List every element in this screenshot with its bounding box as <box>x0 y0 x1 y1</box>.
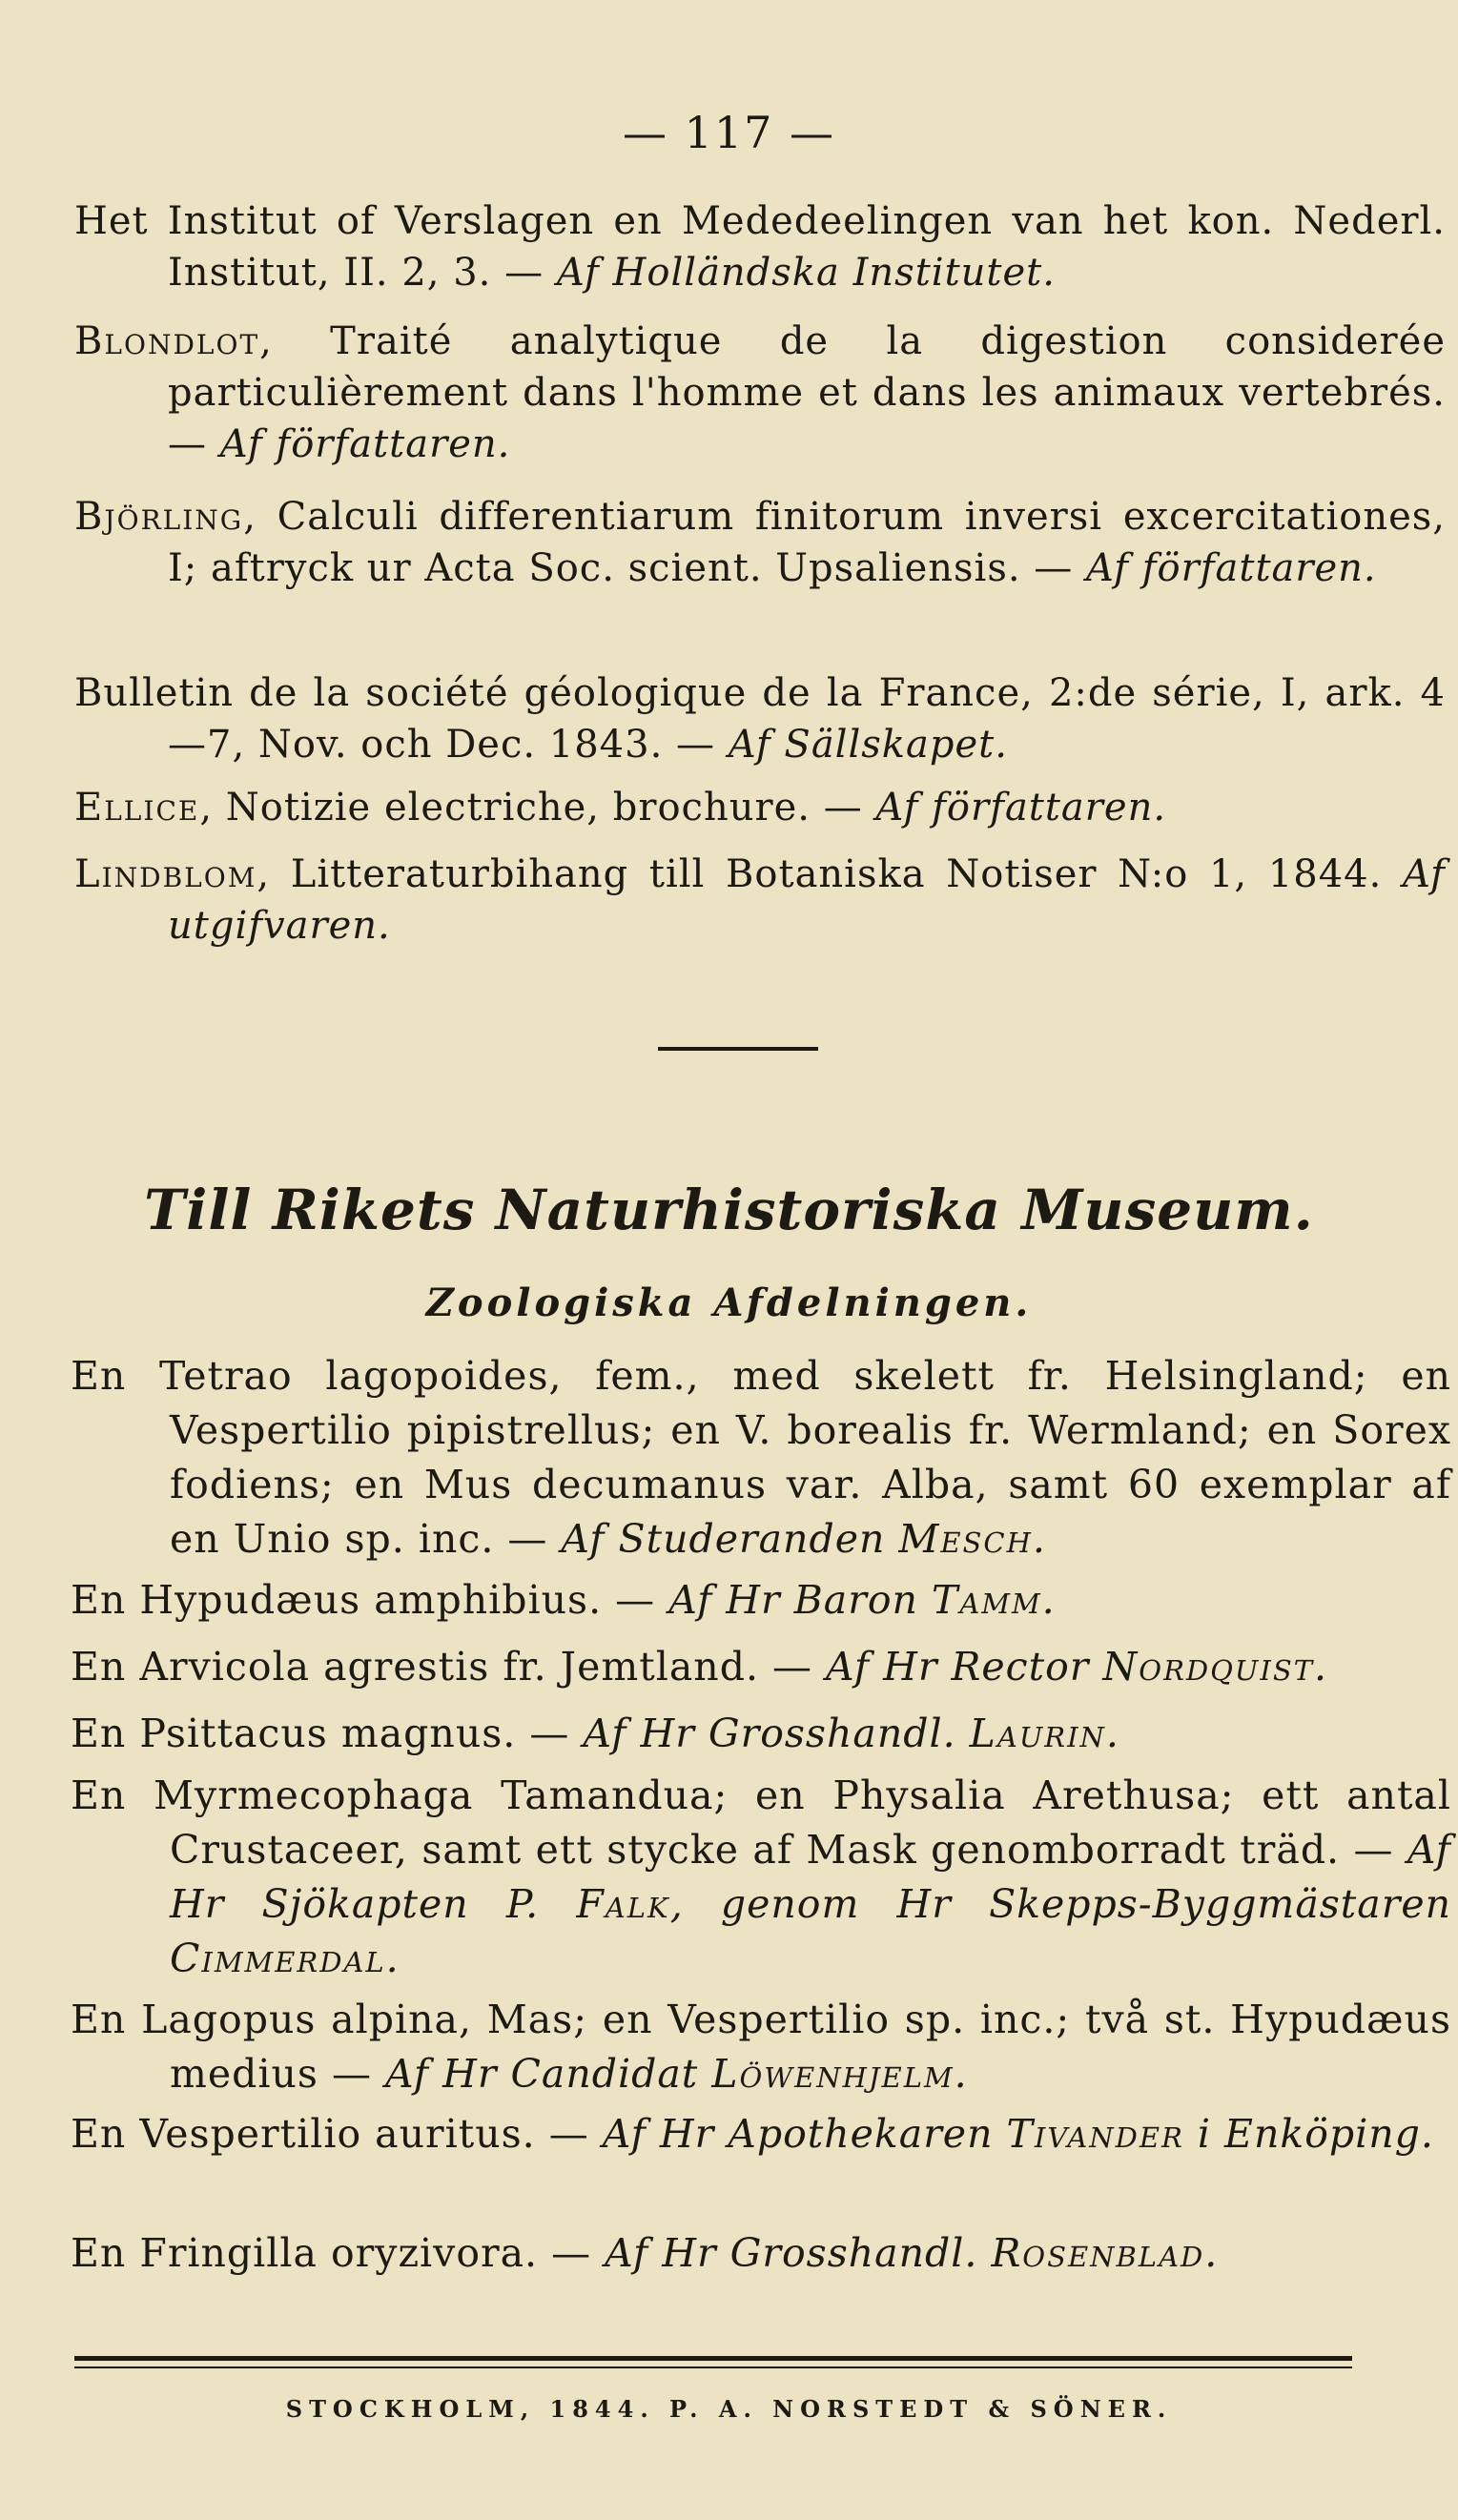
entry-text: En Tetrao lagopoides, fem., med skelett fr. Helsingland; en Vespertilio pipistrellus; en V. borealis fr. Wermland; en Sorex fodiens; en Mus decumanus var. Alba, samt 60 exemplar af en Unio sp. inc. — <box>71 1353 1451 1562</box>
entry-donor: Af Holländska Institutet. <box>556 251 1056 295</box>
section-heading: Till Rikets Naturhistoriska Museum. <box>144 1178 1314 1242</box>
entry-text: En Myrmecophaga Tamandua; en Physalia Arethusa; ett antal Crustaceer, samt ett stycke af Mask genomborradt träd. — <box>71 1772 1451 1873</box>
entry-text: , Calculi differentiarum finitorum inversi excercitationes, I; aftryck ur Acta Soc. scient. Upsaliensis. — <box>168 495 1446 590</box>
entry-donor: Af Sällskapet. <box>728 723 1008 767</box>
entry-text: En Hypudæus amphibius. — <box>71 1577 669 1623</box>
entry-text: En Fringilla oryzivora. — <box>71 2230 606 2276</box>
entry-text: En Arvicola agrestis fr. Jemtland. — <box>71 1644 827 1690</box>
entry-text: En Lagopus alpina, Mas; en Vespertilio sp. inc.; två st. Hypudæus medius — <box>71 1997 1451 2097</box>
entry-donor: Af författaren. <box>1086 546 1377 590</box>
entry-donor: Af Hr Grosshandl. <box>583 1711 970 1756</box>
entry-donor: Af Hr Apothekaren <box>602 2111 1007 2157</box>
entry-6 <box>74 849 1446 952</box>
entry-text: En Vespertilio auritus. — <box>71 2111 603 2157</box>
entry-donor: Af utgifvaren. <box>168 852 1446 948</box>
museum-entry-2 <box>71 1573 1451 1628</box>
entry-donor-name: Nordquist. <box>1102 1644 1329 1690</box>
entry-2 <box>74 316 1446 470</box>
entry-donor-name: Löwenhjelm. <box>711 2051 969 2097</box>
entry-donor: Af Hr Grosshandl. <box>605 2230 992 2276</box>
entry-donor: Af Hr Rector <box>826 1644 1103 1690</box>
entry-donor: Af författaren. <box>875 786 1167 830</box>
section-divider <box>658 1047 818 1051</box>
entry-donor: Af Studeranden <box>561 1516 899 1562</box>
entry-author: Blondlot <box>74 319 260 363</box>
entry-5 <box>74 782 1446 833</box>
museum-entry-6 <box>71 1993 1451 2101</box>
entry-donor-name: Mesch. <box>898 1516 1047 1562</box>
entry-text: , Traité analytique de la digestion considerée particulièrement dans l'homme et dans les animaux vertebrés. — <box>168 319 1446 466</box>
entry-donor-place: i Enköping. <box>1183 2111 1434 2157</box>
entry-text: , Litteraturbihang till Botaniska Notiser N:o 1, 1844. <box>257 852 1403 896</box>
entry-text: Bulletin de la société géologique de la France, 2:de série, I, ark. 4—7, Nov. och Dec. 1843. — <box>74 671 1446 767</box>
entry-4 <box>74 667 1446 770</box>
entry-author: Lindblom <box>74 852 257 896</box>
entry-3 <box>74 491 1446 594</box>
entry-text: En Psittacus magnus. — <box>71 1711 584 1756</box>
entry-donor: Af Hr Candidat <box>385 2051 712 2097</box>
printer-imprint: STOCKHOLM, 1844. P. A. NORSTEDT & SÖNER. <box>285 2395 1173 2423</box>
museum-entry-7 <box>71 2107 1451 2161</box>
entry-text: , Notizie electriche, brochure. — <box>199 786 876 830</box>
entry-author: Björling <box>74 495 244 539</box>
entry-donor: Af Hr Baron <box>668 1577 932 1623</box>
entry-1 <box>74 195 1446 298</box>
footer-rule-thin <box>74 2366 1352 2368</box>
museum-entry-5 <box>71 1769 1451 1986</box>
entry-donor-name: Rosenblad. <box>991 2230 1220 2276</box>
entry-donor-via: , genom Hr Skepps-Byggmästaren <box>669 1881 1451 1927</box>
museum-entry-4 <box>71 1707 1451 1761</box>
museum-entry-1 <box>71 1349 1451 1567</box>
entry-author: Ellice <box>74 786 200 830</box>
entry-donor: Af Hr Sjökapten P. <box>170 1827 1451 1927</box>
entry-donor-name: Tamm. <box>931 1577 1057 1623</box>
museum-entry-3 <box>71 1640 1451 1694</box>
entry-text: Het Institut of Verslagen en Mededeelingen van het kon. Nederl. Institut, II. 2, 3. — <box>74 199 1446 295</box>
museum-entry-8 <box>71 2226 1451 2281</box>
entry-donor: Af författaren. <box>219 422 511 466</box>
entry-donor-name: Tivander <box>1006 2111 1184 2157</box>
section-subheading: Zoologiska Afdelningen. <box>425 1280 1033 1325</box>
entry-intermediary-name: Cimmerdal. <box>170 1936 400 1981</box>
entry-donor-name: Falk <box>576 1881 670 1927</box>
page-number: — 117 — <box>622 107 836 158</box>
entry-donor-name: Laurin. <box>969 1711 1120 1756</box>
footer-rule-thick <box>74 2356 1352 2361</box>
